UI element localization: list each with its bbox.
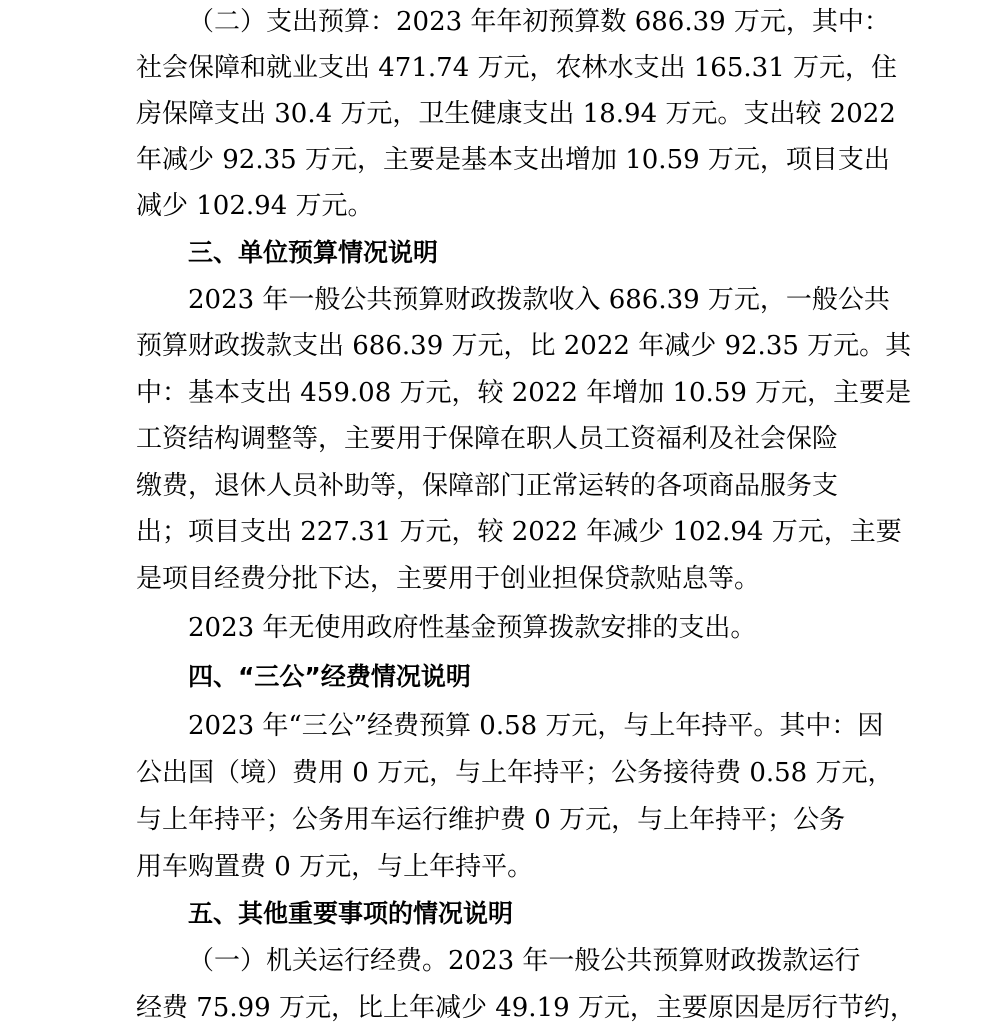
paragraph-line: 用车购置费 0 万元，与上年持平。 xyxy=(136,852,534,882)
paragraph-line: （一）机关运行经费。2023 年一般公共预算财政拨款运行 xyxy=(188,946,861,976)
paragraph-line: 经费 75.99 万元，比上年减少 49.19 万元，主要原因是厉行节约， xyxy=(136,993,916,1023)
paragraph-line: 年减少 92.35 万元，主要是基本支出增加 10.59 万元，项目支出 xyxy=(136,145,890,175)
paragraph-line: 2023 年一般公共预算财政拨款收入 686.39 万元，一般公共 xyxy=(188,285,890,315)
paragraph-line: 工资结构调整等，主要用于保障在职人员工资福利及社会保险 xyxy=(136,424,839,454)
paragraph-line: 社会保障和就业支出 471.74 万元，农林水支出 165.31 万元，住 xyxy=(136,53,898,83)
section-heading: 五、其他重要事项的情况说明 xyxy=(188,899,514,928)
section-heading: 三、单位预算情况说明 xyxy=(188,238,439,267)
paragraph-line: 与上年持平；公务用车运行维护费 0 万元，与上年持平；公务 xyxy=(136,805,846,835)
paragraph-line: 2023 年无使用政府性基金预算拨款安排的支出。 xyxy=(188,613,757,643)
section-heading: 四、“三公”经费情况说明 xyxy=(188,662,471,691)
paragraph-line: 公出国（境）费用 0 万元，与上年持平；公务接待费 0.58 万元， xyxy=(136,758,894,788)
paragraph-line: 是项目经费分批下达，主要用于创业担保贷款贴息等。 xyxy=(136,564,761,594)
paragraph-line: 出；项目支出 227.31 万元，较 2022 年减少 102.94 万元，主要 xyxy=(136,517,902,547)
paragraph-line: 中：基本支出 459.08 万元，较 2022 年增加 10.59 万元，主要是 xyxy=(136,378,912,408)
paragraph-line: 房保障支出 30.4 万元，卫生健康支出 18.94 万元。支出较 2022 xyxy=(136,99,896,129)
paragraph-line: 预算财政拨款支出 686.39 万元，比 2022 年减少 92.35 万元。其 xyxy=(136,331,912,361)
paragraph-line: 缴费，退休人员补助等，保障部门正常运转的各项商品服务支 xyxy=(136,471,839,501)
paragraph-line: 减少 102.94 万元。 xyxy=(136,191,374,221)
paragraph-line: （二）支出预算：2023 年年初预算数 686.39 万元，其中： xyxy=(188,7,890,37)
paragraph-line: 2023 年“三公”经费预算 0.58 万元，与上年持平。其中：因 xyxy=(188,711,884,741)
